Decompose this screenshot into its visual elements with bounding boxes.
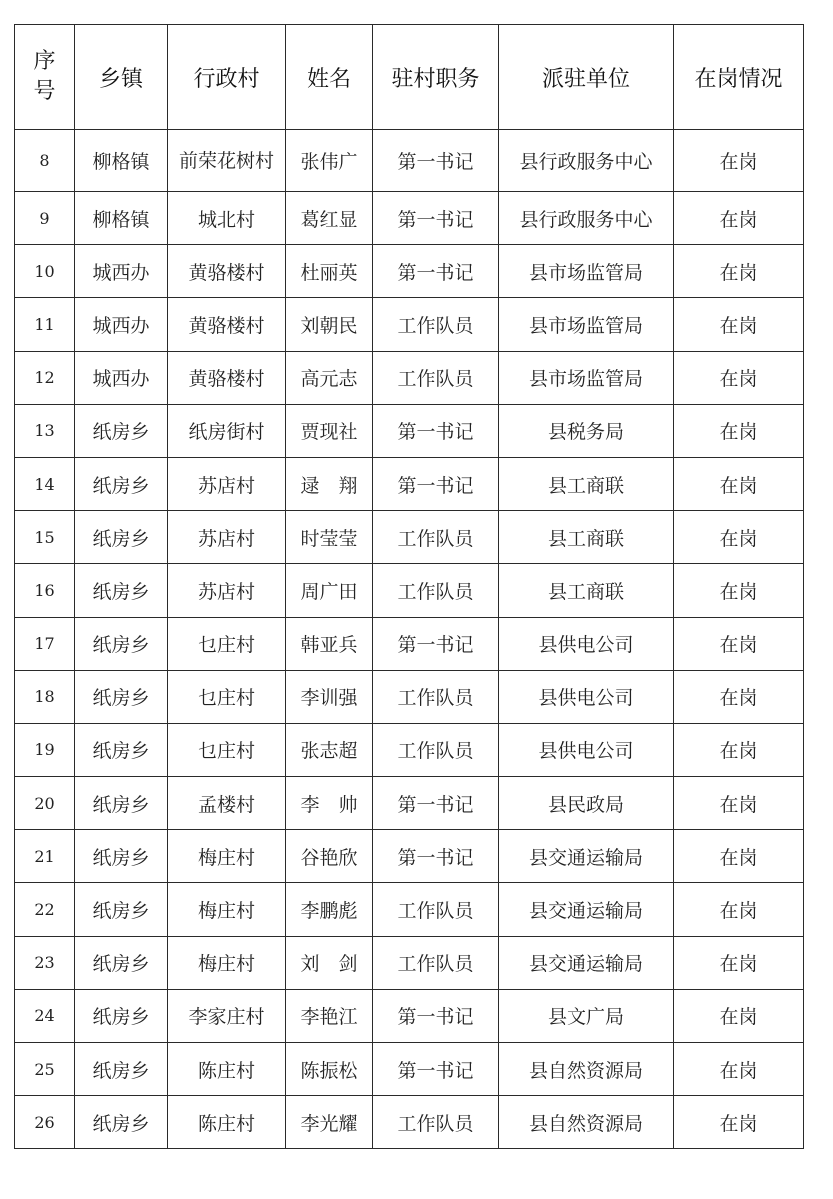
cell-town: 纸房乡 <box>75 777 168 830</box>
cell-town: 纸房乡 <box>75 883 168 936</box>
header-town: 乡镇 <box>75 25 168 130</box>
table-row <box>15 404 804 457</box>
cell-name: 葛红显 <box>286 192 373 245</box>
cell-town: 纸房乡 <box>75 830 168 883</box>
cell-seq: 13 <box>15 404 75 457</box>
table-row <box>15 936 804 989</box>
table-row <box>15 1096 804 1149</box>
cell-village: 苏店村 <box>168 564 286 617</box>
cell-village: 黄骆楼村 <box>168 298 286 351</box>
table-body <box>15 130 804 1149</box>
cell-village: 黄骆楼村 <box>168 245 286 298</box>
cell-status: 在岗 <box>674 936 804 989</box>
cell-seq: 9 <box>15 192 75 245</box>
cell-unit: 县自然资源局 <box>499 1043 674 1096</box>
cell-unit: 县工商联 <box>499 564 674 617</box>
cell-seq: 15 <box>15 511 75 564</box>
table-row <box>15 617 804 670</box>
cell-unit: 县行政服务中心 <box>499 192 674 245</box>
cell-status: 在岗 <box>674 723 804 776</box>
cell-village: 乜庄村 <box>168 723 286 776</box>
cell-village: 李家庄村 <box>168 989 286 1042</box>
cell-village: 城北村 <box>168 192 286 245</box>
cell-town: 城西办 <box>75 245 168 298</box>
cell-village: 陈庄村 <box>168 1043 286 1096</box>
cell-village: 梅庄村 <box>168 883 286 936</box>
cell-role: 工作队员 <box>373 1096 499 1149</box>
cell-unit: 县文广局 <box>499 989 674 1042</box>
cell-seq: 20 <box>15 777 75 830</box>
cell-name: 张志超 <box>286 723 373 776</box>
table-row <box>15 670 804 723</box>
cell-town: 纸房乡 <box>75 936 168 989</box>
cell-town: 城西办 <box>75 351 168 404</box>
cell-status: 在岗 <box>674 883 804 936</box>
cell-status: 在岗 <box>674 1096 804 1149</box>
cell-seq: 17 <box>15 617 75 670</box>
cell-status: 在岗 <box>674 989 804 1042</box>
cell-role: 工作队员 <box>373 351 499 404</box>
cell-unit: 县工商联 <box>499 457 674 510</box>
cell-role: 工作队员 <box>373 723 499 776</box>
cell-name: 高元志 <box>286 351 373 404</box>
cell-role: 第一书记 <box>373 245 499 298</box>
cell-role: 工作队员 <box>373 298 499 351</box>
cell-town: 纸房乡 <box>75 511 168 564</box>
cell-unit: 县交通运输局 <box>499 883 674 936</box>
cell-name: 李艳江 <box>286 989 373 1042</box>
table-row <box>15 298 804 351</box>
cell-status: 在岗 <box>674 1043 804 1096</box>
cell-status: 在岗 <box>674 511 804 564</box>
table-row <box>15 564 804 617</box>
cell-status: 在岗 <box>674 298 804 351</box>
cell-name: 陈振松 <box>286 1043 373 1096</box>
cell-unit: 县民政局 <box>499 777 674 830</box>
table-row <box>15 351 804 404</box>
cell-seq: 18 <box>15 670 75 723</box>
cell-status: 在岗 <box>674 192 804 245</box>
cell-role: 工作队员 <box>373 936 499 989</box>
table-row <box>15 883 804 936</box>
cell-town: 纸房乡 <box>75 564 168 617</box>
cell-role: 第一书记 <box>373 830 499 883</box>
cell-town: 柳格镇 <box>75 130 168 192</box>
personnel-table-sheet <box>14 24 803 1149</box>
cell-name: 张伟广 <box>286 130 373 192</box>
cell-role: 第一书记 <box>373 777 499 830</box>
cell-town: 纸房乡 <box>75 1096 168 1149</box>
cell-role: 工作队员 <box>373 564 499 617</box>
cell-name: 时莹莹 <box>286 511 373 564</box>
cell-unit: 县交通运输局 <box>499 830 674 883</box>
cell-seq: 10 <box>15 245 75 298</box>
cell-role: 工作队员 <box>373 511 499 564</box>
cell-village: 乜庄村 <box>168 617 286 670</box>
cell-town: 柳格镇 <box>75 192 168 245</box>
cell-village: 苏店村 <box>168 457 286 510</box>
header-unit: 派驻单位 <box>499 25 674 130</box>
cell-unit: 县交通运输局 <box>499 936 674 989</box>
cell-town: 纸房乡 <box>75 723 168 776</box>
cell-town: 纸房乡 <box>75 670 168 723</box>
cell-village: 乜庄村 <box>168 670 286 723</box>
cell-village: 孟楼村 <box>168 777 286 830</box>
cell-name: 李训强 <box>286 670 373 723</box>
cell-role: 第一书记 <box>373 404 499 457</box>
table-row <box>15 1043 804 1096</box>
table-row <box>15 130 804 192</box>
cell-name: 刘 剑 <box>286 936 373 989</box>
cell-role: 第一书记 <box>373 457 499 510</box>
cell-unit: 县自然资源局 <box>499 1096 674 1149</box>
cell-status: 在岗 <box>674 404 804 457</box>
cell-village: 黄骆楼村 <box>168 351 286 404</box>
header-status: 在岗情况 <box>674 25 804 130</box>
cell-town: 纸房乡 <box>75 617 168 670</box>
cell-name: 谷艳欣 <box>286 830 373 883</box>
cell-town: 城西办 <box>75 298 168 351</box>
table-row <box>15 723 804 776</box>
cell-status: 在岗 <box>674 617 804 670</box>
cell-unit: 县市场监管局 <box>499 245 674 298</box>
cell-town: 纸房乡 <box>75 989 168 1042</box>
header-village: 行政村 <box>168 25 286 130</box>
cell-name: 逯 翔 <box>286 457 373 510</box>
cell-status: 在岗 <box>674 351 804 404</box>
cell-status: 在岗 <box>674 670 804 723</box>
cell-unit: 县市场监管局 <box>499 351 674 404</box>
header-role: 驻村职务 <box>373 25 499 130</box>
cell-role: 第一书记 <box>373 192 499 245</box>
cell-name: 周广田 <box>286 564 373 617</box>
cell-unit: 县行政服务中心 <box>499 130 674 192</box>
cell-name: 杜丽英 <box>286 245 373 298</box>
cell-seq: 23 <box>15 936 75 989</box>
cell-status: 在岗 <box>674 564 804 617</box>
cell-role: 第一书记 <box>373 130 499 192</box>
cell-unit: 县供电公司 <box>499 723 674 776</box>
cell-seq: 24 <box>15 989 75 1042</box>
cell-seq: 11 <box>15 298 75 351</box>
table-row <box>15 245 804 298</box>
cell-seq: 8 <box>15 130 75 192</box>
cell-role: 第一书记 <box>373 617 499 670</box>
cell-village: 纸房街村 <box>168 404 286 457</box>
cell-seq: 21 <box>15 830 75 883</box>
cell-village: 苏店村 <box>168 511 286 564</box>
cell-seq: 12 <box>15 351 75 404</box>
cell-status: 在岗 <box>674 830 804 883</box>
cell-unit: 县供电公司 <box>499 670 674 723</box>
header-name: 姓名 <box>286 25 373 130</box>
table-row <box>15 192 804 245</box>
cell-name: 刘朝民 <box>286 298 373 351</box>
cell-unit: 县工商联 <box>499 511 674 564</box>
table-row <box>15 989 804 1042</box>
personnel-table <box>14 24 804 1149</box>
cell-unit: 县税务局 <box>499 404 674 457</box>
cell-status: 在岗 <box>674 457 804 510</box>
cell-name: 李光耀 <box>286 1096 373 1149</box>
cell-status: 在岗 <box>674 130 804 192</box>
cell-status: 在岗 <box>674 245 804 298</box>
cell-village: 梅庄村 <box>168 830 286 883</box>
cell-seq: 19 <box>15 723 75 776</box>
header-seq: 序 号 <box>15 25 75 130</box>
cell-role: 第一书记 <box>373 989 499 1042</box>
table-header-row <box>15 25 804 130</box>
cell-seq: 25 <box>15 1043 75 1096</box>
cell-name: 李 帅 <box>286 777 373 830</box>
cell-village: 前荣花树村 <box>168 130 286 192</box>
cell-name: 李鹏彪 <box>286 883 373 936</box>
cell-seq: 14 <box>15 457 75 510</box>
table-row <box>15 830 804 883</box>
cell-unit: 县供电公司 <box>499 617 674 670</box>
cell-role: 工作队员 <box>373 670 499 723</box>
table-row <box>15 777 804 830</box>
table-row <box>15 511 804 564</box>
cell-village: 陈庄村 <box>168 1096 286 1149</box>
cell-seq: 16 <box>15 564 75 617</box>
cell-seq: 22 <box>15 883 75 936</box>
cell-village: 梅庄村 <box>168 936 286 989</box>
cell-town: 纸房乡 <box>75 404 168 457</box>
cell-role: 工作队员 <box>373 883 499 936</box>
table-row <box>15 457 804 510</box>
cell-name: 贾现社 <box>286 404 373 457</box>
cell-town: 纸房乡 <box>75 1043 168 1096</box>
cell-role: 第一书记 <box>373 1043 499 1096</box>
cell-name: 韩亚兵 <box>286 617 373 670</box>
cell-status: 在岗 <box>674 777 804 830</box>
cell-seq: 26 <box>15 1096 75 1149</box>
cell-town: 纸房乡 <box>75 457 168 510</box>
cell-unit: 县市场监管局 <box>499 298 674 351</box>
